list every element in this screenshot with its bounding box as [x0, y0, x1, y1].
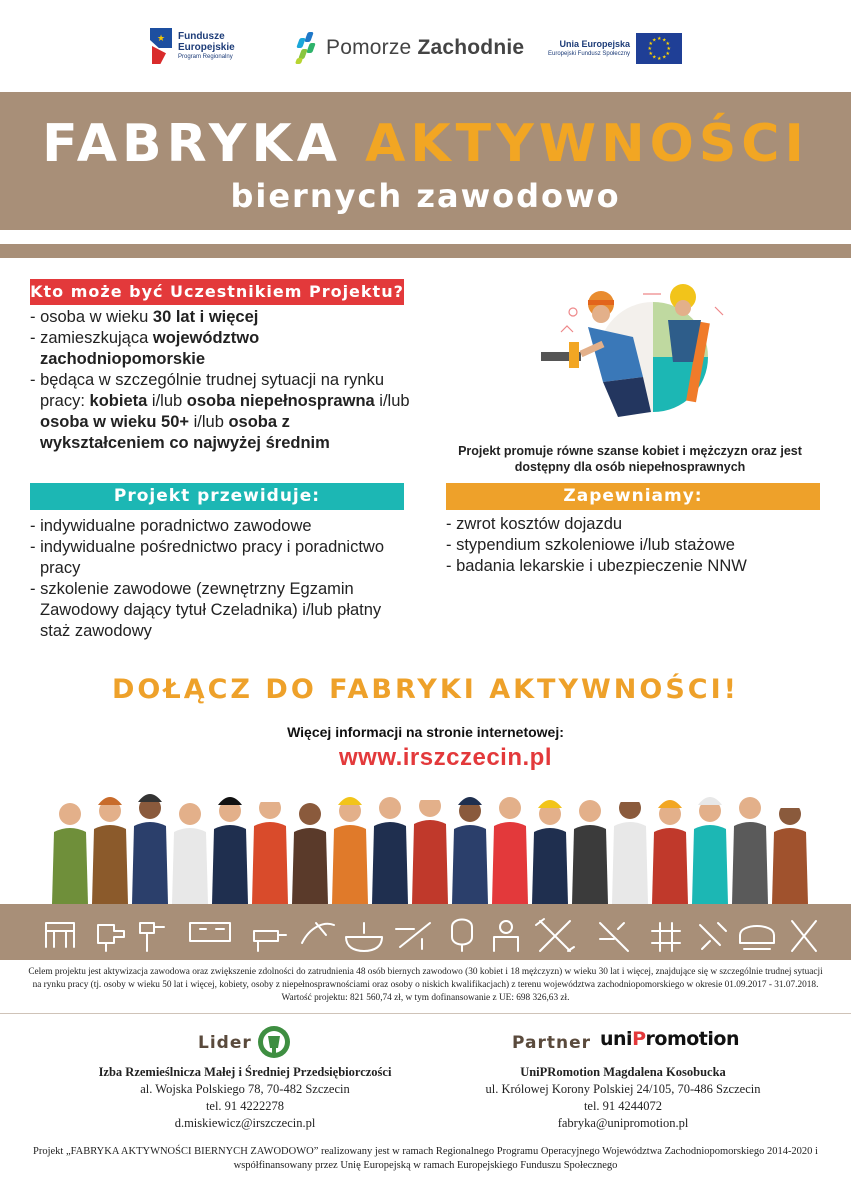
- leader-name: Izba Rzemieślnicza Małej i Średniej Przedsiębiorczości: [98, 1065, 392, 1079]
- who-item-region: - zamieszkująca województwo zachodniopomorskie: [30, 329, 260, 368]
- tools-icons-strip: [40, 909, 820, 955]
- svg-text:★: ★: [648, 41, 654, 47]
- ue-line1: Unia Europejska: [559, 39, 631, 49]
- worker-figure: [52, 803, 88, 904]
- title-fabryka: FABRYKA: [42, 114, 366, 174]
- title-aktywnosci: AKTYWNOŚCI: [365, 114, 809, 174]
- worker-figure: [92, 797, 128, 904]
- provides-heading: Projekt przewiduje:: [30, 483, 404, 510]
- worker-figure: [732, 797, 768, 904]
- worker-figure: [292, 803, 328, 904]
- leader-phone: tel. 91 4222278: [205, 1099, 285, 1113]
- worker-figure: [532, 800, 568, 904]
- svg-text:★: ★: [662, 54, 667, 61]
- partner-address: ul. Królowej Korony Polskiej 24/105, 70-486 Szczecin: [485, 1082, 761, 1096]
- worker-figure: [252, 794, 288, 904]
- project-goal-text: Celem projektu jest aktywizacja zawodowa oraz zwiększenie zdolności do zatrudnienia 48 osób biernych zawodowo (30 kobiet i 18 mężczyzn) w wieku 30 lat i więcej, znajdujące się w szczególnie trudnej sytuacji na rynku pracy (tj. osoby w wieku 50 lat i więcej, kobiety, osoby z niepełnosprawnościami oraz osoby o niskich kwalifikacjach) z terenu województwa zachodniopomorskiego w okresie 01.09.2017 - 31.07.2018. Wartość projektu: 821 560,74 zł, w tym dofinansowanie z UE: 698 326,63 zł.: [28, 967, 823, 1003]
- fundusze-line2: Europejskie: [178, 41, 235, 53]
- svg-text:★: ★: [648, 51, 654, 57]
- header-stripe: [0, 244, 851, 258]
- ensure-item: - stypendium szkoleniowe i/lub stażowe: [446, 536, 735, 554]
- pomorze-zachodnie-logo: [294, 32, 524, 64]
- worker-figure: [652, 800, 688, 904]
- unipromotion-logo: [600, 1028, 739, 1050]
- worker-figure: [612, 794, 648, 904]
- equal-opportunity-note: Projekt promuje równe szanse kobiet i mężczyzn oraz jest dostępny dla osób niepełnosprawnych: [458, 444, 802, 474]
- partner-contact: [448, 1064, 798, 1132]
- leader-label: Lider: [198, 1033, 252, 1053]
- worker-figure: [492, 797, 528, 904]
- svg-text:★: ★: [665, 41, 671, 47]
- worker-figure: [772, 800, 808, 904]
- fundusze-line3: Program Regionalny: [178, 53, 233, 60]
- ensure-heading: Zapewniamy:: [446, 483, 820, 510]
- worker-figure: [572, 800, 608, 904]
- page-subtitle: biernych zawodowo: [230, 177, 621, 215]
- svg-text:★: ★: [657, 36, 662, 42]
- who-item-situation: - będąca w szczególnie trudnej sytuacji na rynku pracy: kobieta i/lub osoba niepełnosprawna i/lub osoba w wieku 50+ i/lub osoba z wykształceniem co najwyżej średnim: [30, 371, 410, 452]
- fundusze-line1: Fundusze: [178, 30, 225, 42]
- unipromotion-logo-a: uni: [600, 1028, 633, 1050]
- partner-name: UniPRomotion Magdalena Kosobucka: [520, 1065, 726, 1079]
- zachodnie-word: Zachodnie: [417, 36, 525, 59]
- who-item-age: - osoba w wieku 30 lat i więcej: [30, 308, 259, 326]
- worker-figure: [692, 797, 728, 904]
- provides-item: - szkolenie zawodowe (zewnętrzny Egzamin Zawodowy dający tytuł Czeladnika) i/lub płatny staż zawodowy: [30, 580, 382, 640]
- ensure-item: - zwrot kosztów dojazdu: [446, 515, 623, 533]
- worker-figure: [372, 797, 408, 904]
- partner-label: Partner: [512, 1033, 592, 1053]
- ensure-list: [446, 514, 836, 577]
- craft-chamber-emblem-icon: [256, 1022, 292, 1062]
- join-headline: DOŁĄCZ DO FABRYKI AKTYWNOŚCI!: [112, 674, 739, 705]
- who-list: [30, 307, 410, 454]
- svg-text:★: ★: [652, 54, 657, 61]
- who-heading: Kto może być Uczestnikiem Projektu?: [30, 279, 404, 305]
- leader-contact: [70, 1064, 420, 1132]
- leader-email[interactable]: d.miskiewicz@irszczecin.pl: [174, 1116, 316, 1130]
- worker-figure: [172, 803, 208, 904]
- footer-divider: [0, 1013, 851, 1014]
- provides-item: - indywidualne pośrednictwo pracy i poradnictwo pracy: [30, 538, 385, 577]
- eu-flag-icon: [636, 33, 682, 64]
- footer-funding-text: Projekt „FABRYKA AKTYWNOŚCI BIERNYCH ZAWODOWO” realizowany jest w ramach Regionalnego Programu Operacyjnego Województwa Zachodniopomorskiego 2014-2020 i współfinansowany przez Unię Europejską w ramach Europejskiego Funduszu Społecznego: [33, 1146, 818, 1171]
- unipromotion-logo-b: P: [632, 1028, 646, 1050]
- provides-item: - indywidualne poradnictwo zawodowe: [30, 517, 312, 535]
- svg-text:★: ★: [665, 51, 671, 57]
- worker-figure: [132, 794, 168, 904]
- website-link[interactable]: www.irszczecin.pl: [338, 744, 552, 771]
- worker-figure: [332, 797, 368, 904]
- partner-phone: tel. 91 4244072: [583, 1099, 663, 1113]
- svg-text:★: ★: [652, 37, 657, 44]
- workers-illustration: [533, 282, 743, 427]
- ensure-item: - badania lekarskie i ubezpieczenie NNW: [446, 557, 747, 575]
- fundusze-europejskie-logo: [150, 28, 235, 64]
- svg-text:★: ★: [647, 46, 653, 52]
- more-info-label: Więcej informacji na stronie internetowej:: [287, 724, 564, 740]
- provides-list: [30, 516, 410, 642]
- workers-lineup-illustration: [30, 780, 830, 904]
- worker-figure: [452, 797, 488, 904]
- fundusze-flag-icon: ★: [150, 28, 172, 64]
- svg-text:★: ★: [657, 56, 662, 62]
- worker-figure: [412, 792, 448, 904]
- pomorze-mark-icon: [294, 32, 318, 64]
- unia-europejska-logo: [548, 33, 682, 64]
- pomorze-word: Pomorze: [326, 36, 418, 59]
- svg-text:★: ★: [666, 46, 672, 52]
- unipromotion-logo-c: romotion: [645, 1028, 739, 1050]
- svg-text:★: ★: [662, 37, 667, 44]
- leader-address: al. Wojska Polskiego 78, 70-482 Szczecin: [140, 1082, 350, 1096]
- page-title: [0, 114, 851, 174]
- partner-email[interactable]: fabryka@unipromotion.pl: [557, 1116, 689, 1130]
- worker-figure: [212, 797, 248, 904]
- ue-line2: Europejski Fundusz Społeczny: [548, 51, 631, 57]
